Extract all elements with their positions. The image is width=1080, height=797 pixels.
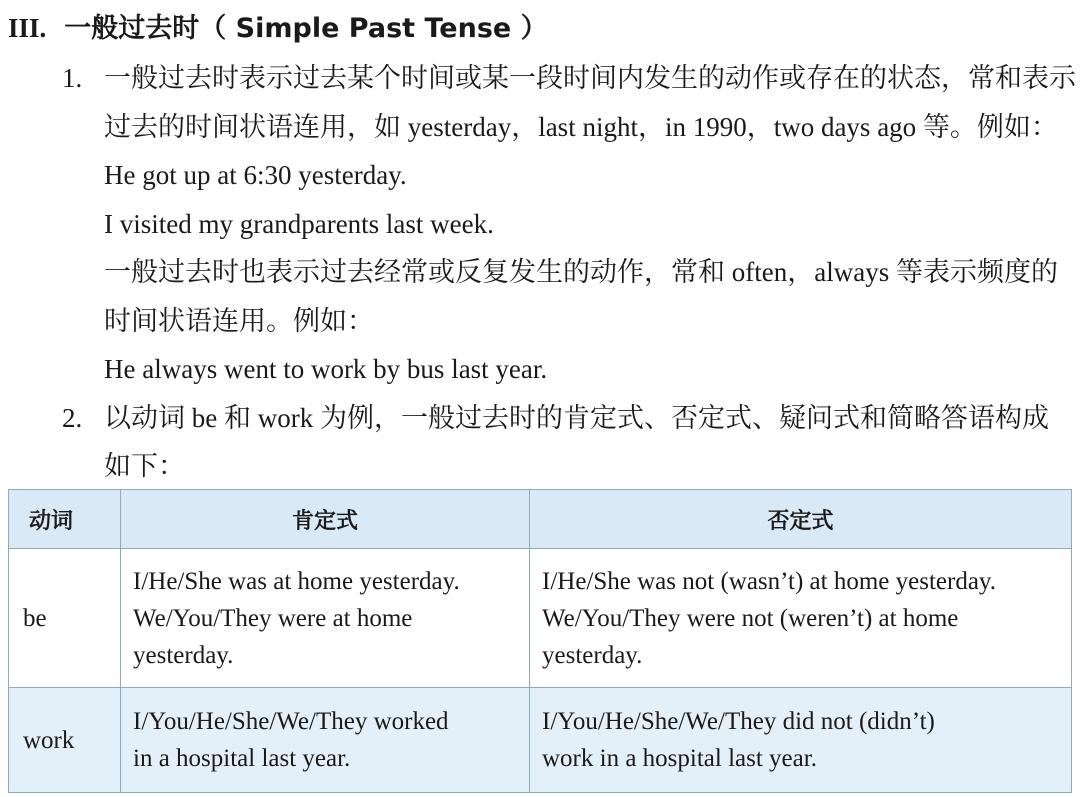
item-1-text: 一般过去时表示过去某个时间或某一段时间内发生的动作或存在的状态，常和表示 [104, 63, 1076, 93]
table-row [9, 688, 1072, 793]
table-header-row [9, 490, 1072, 549]
table-row [9, 549, 1072, 688]
cell-line: We/You/They were not (weren’t) at home [542, 604, 959, 632]
example-sentence-2: I visited my grandparents last week. [104, 208, 494, 239]
item-1-index: 1. [62, 63, 83, 93]
verb-cell: be [9, 549, 121, 688]
section-title: 一般过去时（ Simple Past Tense ） [64, 13, 548, 44]
section-heading [8, 8, 548, 49]
cell-line: I/He/She was at home yesterday. [133, 567, 460, 595]
item-2-line-1 [62, 394, 1072, 443]
item-2-index: 2. [62, 402, 83, 433]
header-verb: 动词 [9, 490, 121, 549]
example-sentence-1: He got up at 6:30 yesterday. [104, 160, 407, 190]
explanation-body [62, 54, 1076, 491]
negative-cell [530, 688, 1072, 793]
section-number: III. [8, 13, 47, 43]
cell-line: I/You/He/She/We/They worked [133, 708, 449, 735]
header-negative: 否定式 [530, 490, 1072, 549]
affirmative-cell [121, 549, 530, 688]
item-2-line-2: 如下： [104, 451, 185, 481]
item-1-line-5: 一般过去时也表示过去经常或反复发生的动作，常和 often，always 等表示频度的 [104, 257, 1058, 287]
cell-line: I/He/She was not (wasn’t) at home yesterday. [542, 567, 997, 595]
cell-line: work in a hospital last year. [542, 745, 817, 772]
item-2-text: 以动词 be 和 work 为例，一般过去时的肯定式、否定式、疑问式和简略答语构成 [104, 402, 1049, 433]
cell-line: I/You/He/She/We/They did not (didn’t) [542, 708, 935, 735]
item-1-line-1 [62, 54, 1076, 103]
item-1-line-6: 时间状语连用。例如： [104, 305, 374, 336]
verb-cell: work [9, 688, 121, 793]
cell-line: We/You/They were at home [133, 604, 413, 632]
header-affirmative: 肯定式 [121, 490, 530, 549]
cell-line: in a hospital last year. [133, 745, 351, 772]
affirmative-cell [121, 688, 530, 793]
example-sentence-3: He always went to work by bus last year. [104, 354, 548, 384]
negative-cell [530, 549, 1072, 688]
conjugation-table [8, 489, 1072, 793]
item-1-line-2: 过去的时间状语连用，如 yesterday，last night，in 1990，two days ago 等。例如： [104, 111, 1058, 142]
cell-line: yesterday. [542, 641, 643, 669]
cell-line: yesterday. [133, 641, 234, 669]
